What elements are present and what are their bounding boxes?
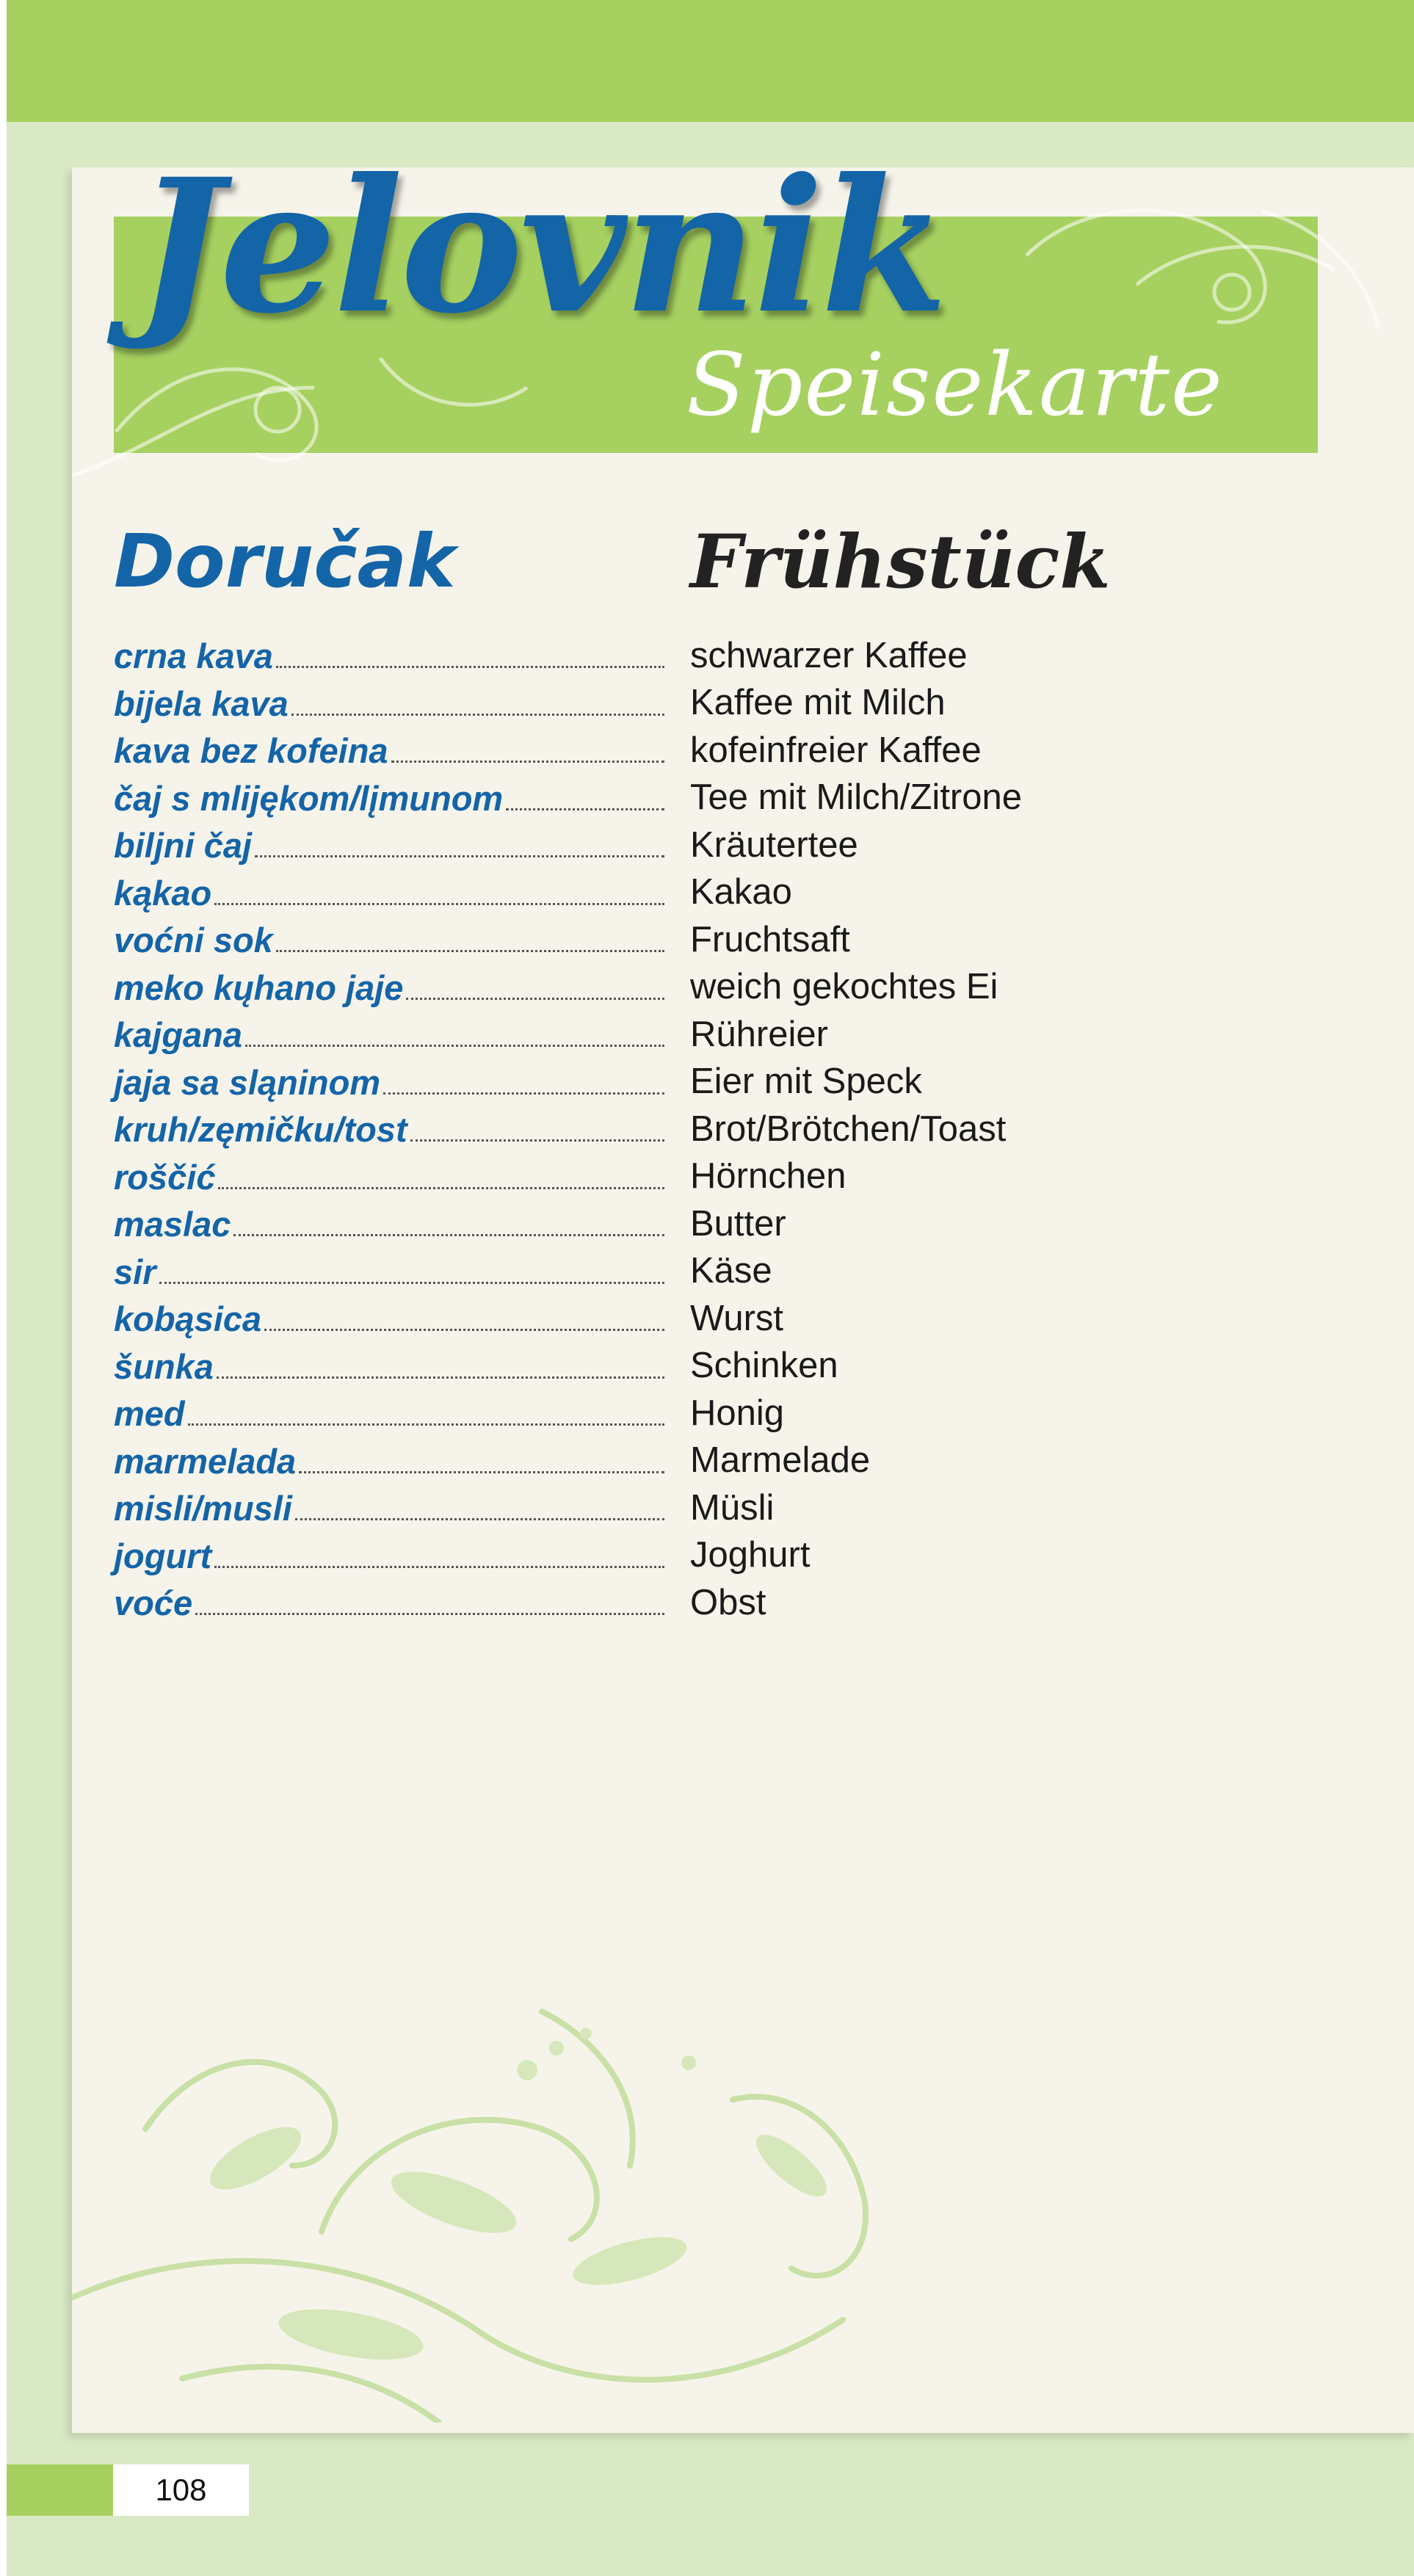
german-term: Tee mit Milch/Zitrone xyxy=(690,777,1023,818)
menu-row xyxy=(114,772,1068,820)
menu-row xyxy=(114,1435,1068,1483)
croatian-term xyxy=(114,636,664,677)
menu-row xyxy=(114,1577,1068,1625)
croatian-term xyxy=(114,825,664,866)
menu-row xyxy=(114,914,1068,962)
menu-list xyxy=(114,630,1068,1625)
croatian-term xyxy=(114,1583,664,1624)
croatian-term-text: jaja sa sląninom xyxy=(114,1062,381,1102)
croatian-term xyxy=(114,1109,664,1150)
floral-swirl-decoration-bottom xyxy=(72,1821,953,2423)
croatian-term-text: marmelada xyxy=(114,1441,297,1481)
german-term: Käse xyxy=(690,1251,772,1291)
dotted-leader xyxy=(214,903,664,905)
croatian-term-text: jogurt xyxy=(114,1536,212,1575)
menu-row xyxy=(114,1151,1068,1199)
croatian-term-text: šunka xyxy=(114,1346,214,1386)
page-edge xyxy=(0,0,7,2576)
dotted-leader xyxy=(218,1187,664,1189)
dotted-leader xyxy=(276,950,664,952)
german-term: kofeinfreier Kaffee xyxy=(690,730,982,770)
german-term: Obst xyxy=(690,1582,766,1622)
german-term: Rühreier xyxy=(690,1014,828,1054)
dotted-leader xyxy=(406,998,664,1000)
german-term: Kaffee mit Milch xyxy=(690,683,946,723)
dotted-leader xyxy=(233,1234,664,1236)
croatian-term-text: med xyxy=(114,1394,185,1434)
page-number: 108 xyxy=(155,2472,207,2507)
croatian-term xyxy=(114,920,664,961)
german-term: weich gekochtes Ei xyxy=(690,967,998,1007)
menu-row xyxy=(114,1340,1068,1388)
croatian-term-text: kava bez kofeina xyxy=(114,731,388,771)
german-term: Marmelade xyxy=(690,1440,871,1481)
menu-row xyxy=(114,1009,1068,1056)
dotted-leader xyxy=(188,1423,664,1426)
german-term: Schinken xyxy=(690,1346,838,1386)
dotted-leader xyxy=(264,1329,664,1331)
croatian-term xyxy=(114,1488,664,1529)
dotted-leader xyxy=(295,1518,664,1520)
croatian-term xyxy=(114,1062,664,1103)
menu-row xyxy=(114,962,1068,1009)
croatian-term xyxy=(114,1346,664,1387)
german-term: Wurst xyxy=(690,1298,784,1338)
menu-row xyxy=(114,630,1068,678)
croatian-term-text: sir xyxy=(114,1252,156,1291)
german-term: Kräutertee xyxy=(690,824,858,865)
menu-row xyxy=(114,1530,1068,1578)
dotted-leader xyxy=(245,1045,664,1047)
menu-row xyxy=(114,1387,1068,1435)
menu-row xyxy=(114,678,1068,725)
dotted-leader xyxy=(383,1092,664,1095)
page-subtitle: Speisekarte xyxy=(686,334,1224,435)
dotted-leader xyxy=(291,714,664,716)
dotted-leader xyxy=(299,1471,664,1473)
dotted-leader xyxy=(255,855,664,857)
german-term: Kakao xyxy=(690,872,792,913)
section-heading-croatian: Doručak xyxy=(114,518,456,604)
german-term: Honig xyxy=(690,1393,785,1433)
menu-row xyxy=(114,1482,1068,1530)
dotted-leader xyxy=(391,761,664,763)
croatian-term-text: biljni čaj xyxy=(114,826,253,866)
croatian-term xyxy=(114,1299,664,1340)
croatian-term xyxy=(114,1393,664,1434)
croatian-term xyxy=(114,683,664,725)
croatian-term-text: meko kųhano jaje xyxy=(114,968,404,1007)
croatian-term xyxy=(114,873,664,914)
croatian-term-text: kąkao xyxy=(114,873,212,913)
croatian-term-text: kruh/zęmičku/tost xyxy=(114,1110,407,1150)
dotted-leader xyxy=(217,1376,664,1379)
croatian-term xyxy=(114,730,664,772)
page-title: Jelovnik xyxy=(136,138,946,354)
german-term: Müsli xyxy=(690,1487,775,1528)
croatian-term xyxy=(114,778,664,819)
footer-tab xyxy=(7,2464,113,2516)
menu-row xyxy=(114,867,1068,915)
dotted-leader xyxy=(410,1139,664,1142)
croatian-term xyxy=(114,1536,664,1577)
menu-row xyxy=(114,1198,1068,1246)
german-term: Eier mit Speck xyxy=(690,1062,922,1102)
croatian-term-text: voćni sok xyxy=(114,921,273,960)
german-term: Butter xyxy=(690,1203,786,1244)
dotted-leader xyxy=(195,1613,664,1615)
dotted-leader xyxy=(506,808,664,810)
dotted-leader xyxy=(159,1282,665,1284)
menu-row xyxy=(114,1056,1068,1104)
top-band xyxy=(7,0,1414,122)
menu-row xyxy=(114,1293,1068,1340)
croatian-term-text: misli/musli xyxy=(114,1489,292,1528)
german-term: Joghurt xyxy=(690,1535,811,1575)
german-term: Brot/Brötchen/Toast xyxy=(690,1109,1007,1149)
croatian-term-text: voće xyxy=(114,1583,193,1623)
croatian-term-text: kajgana xyxy=(114,1015,243,1055)
german-term: Hörnchen xyxy=(690,1156,846,1197)
croatian-term-text: bijela kava xyxy=(114,683,289,723)
dotted-leader xyxy=(276,666,664,668)
croatian-term-text: roščić xyxy=(114,1157,216,1197)
dotted-leader xyxy=(214,1566,664,1568)
menu-row xyxy=(114,819,1068,867)
croatian-term xyxy=(114,968,664,1009)
croatian-term xyxy=(114,1252,664,1293)
menu-row xyxy=(114,1246,1068,1294)
german-term: Fruchtsaft xyxy=(690,919,850,959)
croatian-term-text: kobąsica xyxy=(114,1299,262,1339)
section-heading-german: Frühstück xyxy=(690,518,1111,605)
menu-row xyxy=(114,725,1068,772)
german-term: schwarzer Kaffee xyxy=(690,635,968,675)
croatian-term xyxy=(114,1204,664,1245)
croatian-term xyxy=(114,1015,664,1056)
croatian-term-text: maslac xyxy=(114,1205,231,1244)
croatian-term-text: čaj s mlijękom/lįmunom xyxy=(114,778,504,818)
croatian-term xyxy=(114,1441,664,1482)
croatian-term xyxy=(114,1157,664,1198)
croatian-term-text: crna kava xyxy=(114,636,273,676)
page-number-box xyxy=(113,2464,249,2516)
menu-row xyxy=(114,1103,1068,1151)
